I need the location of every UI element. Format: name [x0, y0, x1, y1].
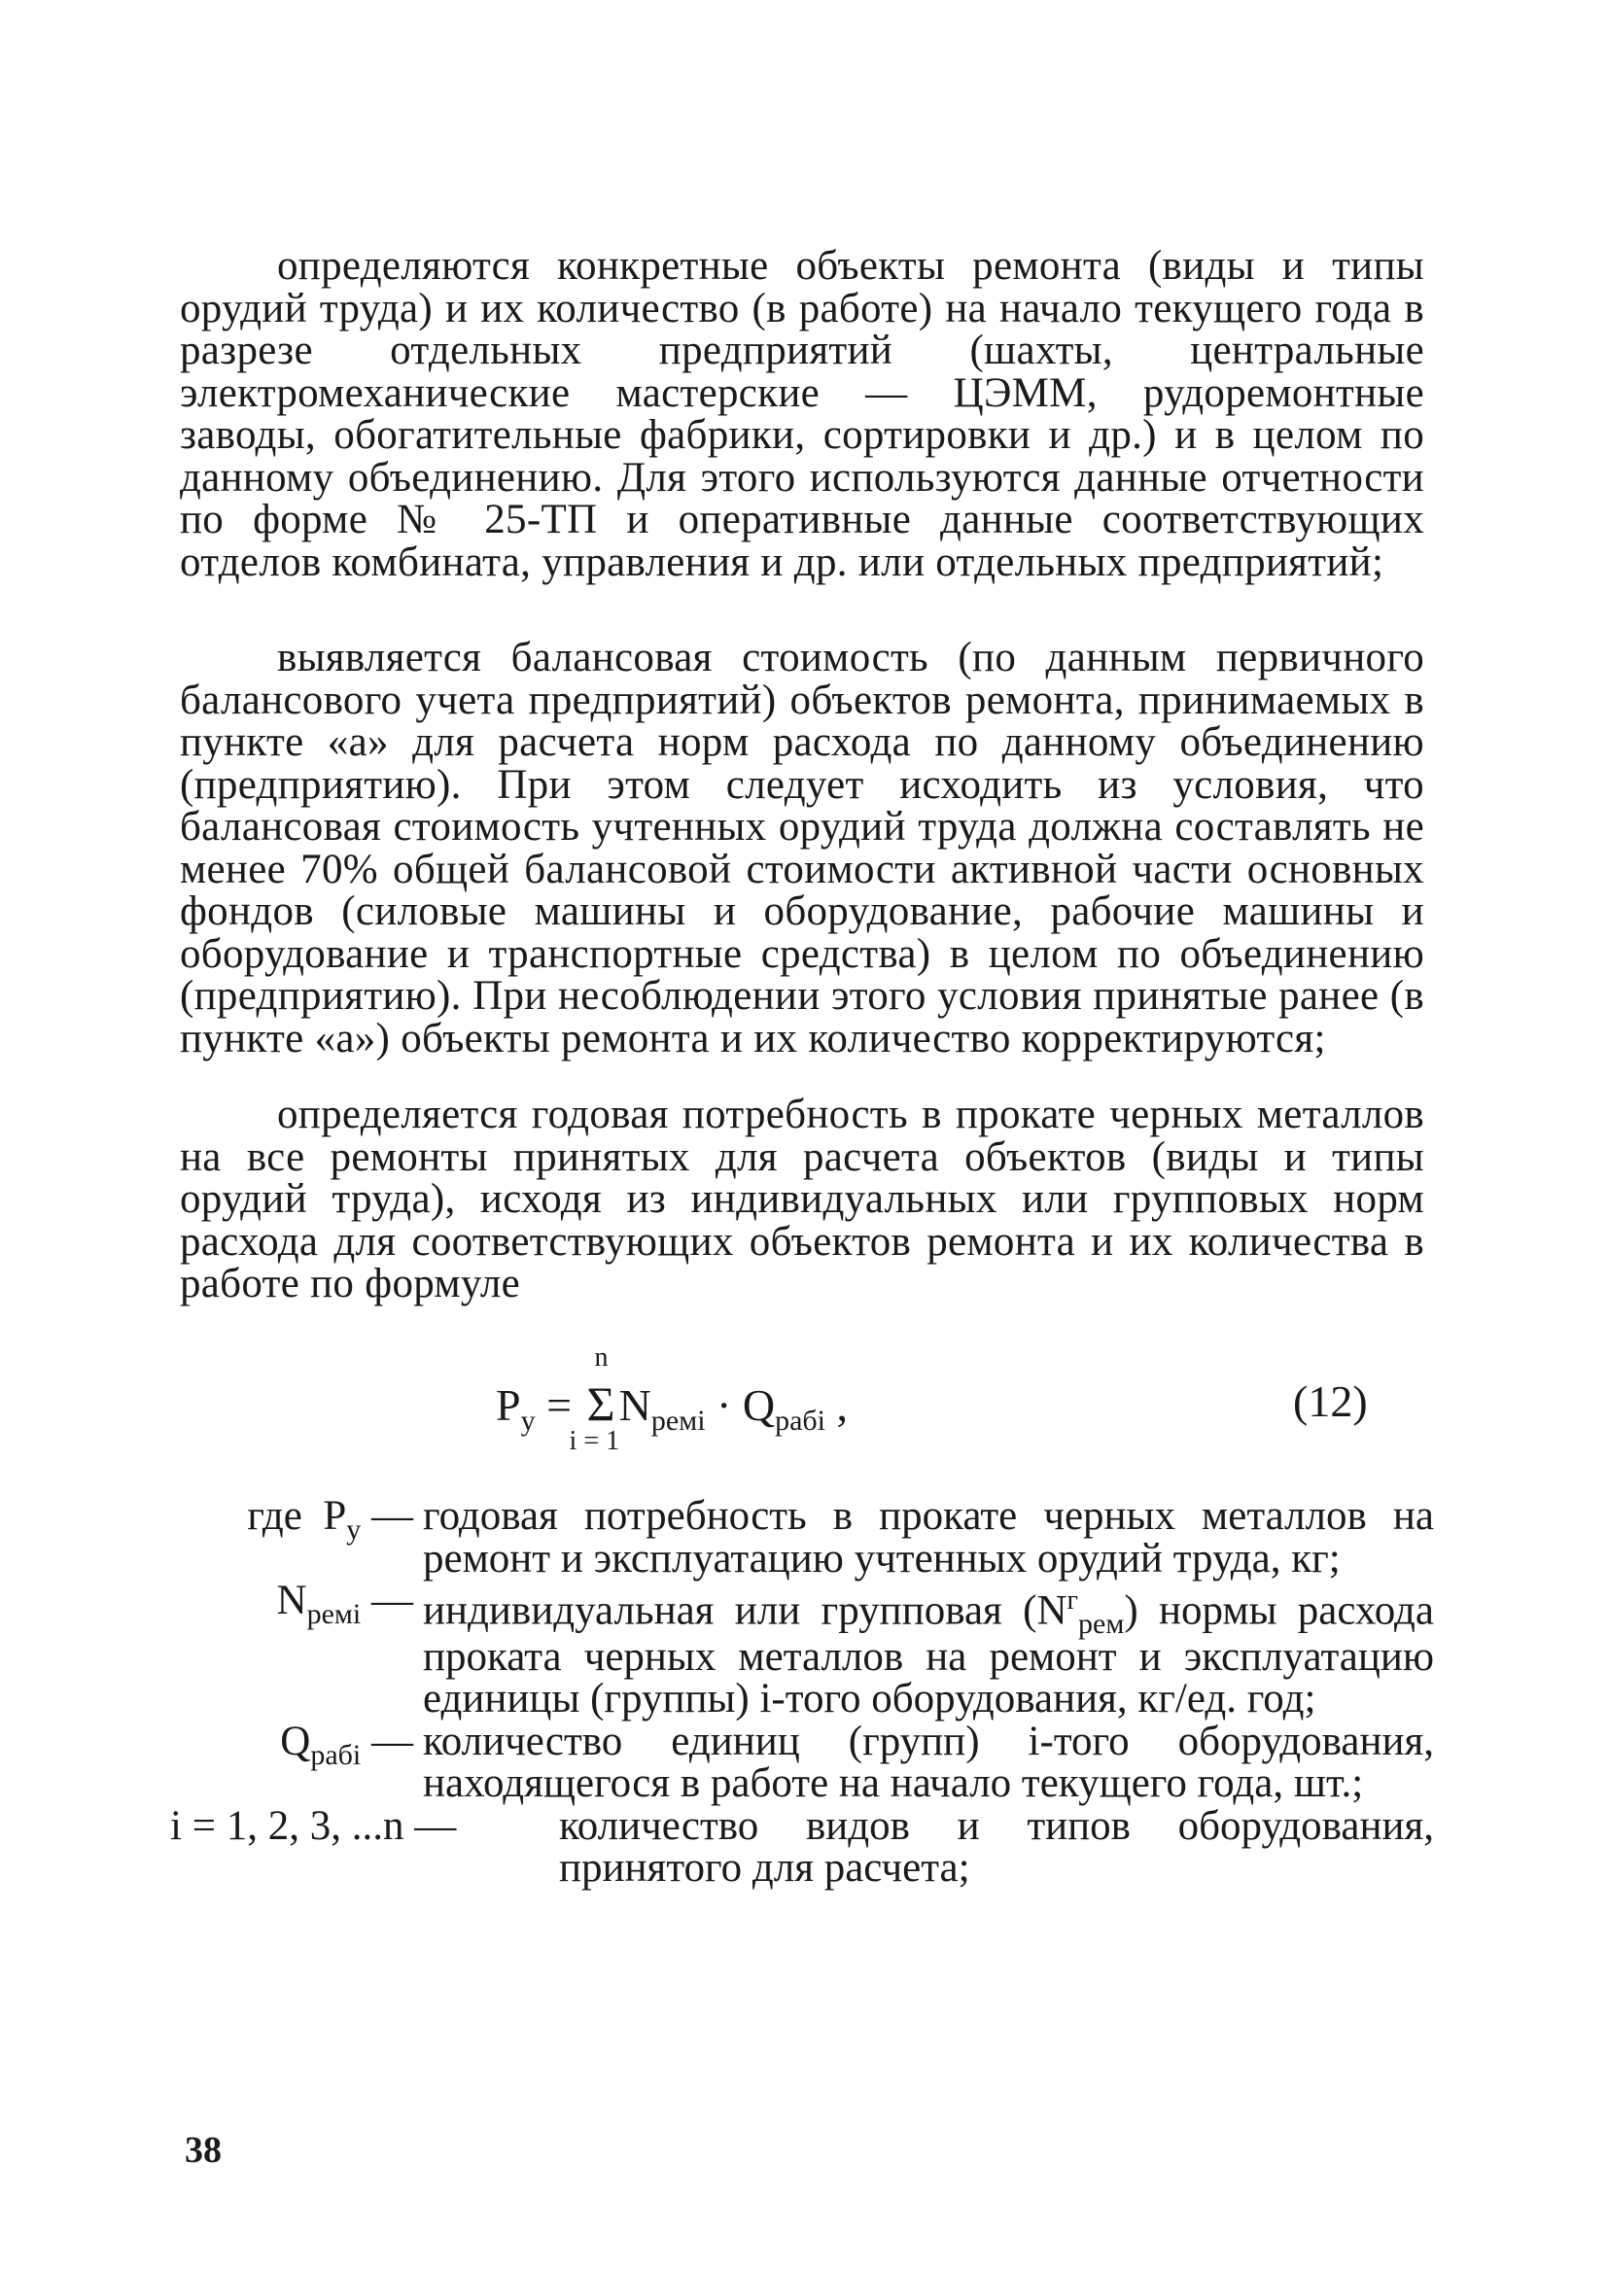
- definition-text-superscript: г: [1066, 1585, 1079, 1616]
- definition-dash: —: [371, 1493, 413, 1539]
- equation-number: (12): [1293, 1376, 1368, 1426]
- sum-symbol: Σ: [586, 1376, 615, 1431]
- formula-12: [0, 1342, 1608, 1482]
- formula-equals: =: [546, 1380, 573, 1430]
- formula-dot: ·: [717, 1380, 732, 1430]
- formula-q-subscript: рабi: [775, 1405, 826, 1437]
- formula-expression: [496, 1342, 849, 1456]
- paragraph-text: определяются конкретные объекты ремонта (виды и типы орудий труда) и их количество (в работе) на начало текущего года в разрезе отдельных предприятий (шахты, центральные электромеханические мастерские — ЦЭММ, рудоремонтные заводы, обогатительные фабрики, сортировки и др.) и в целом по данному объединению. Для этого используются данные отчетности по форме № 25-ТП и оперативные данные соответствующих отделов комбината, управления и др. или отдельных предприятий;: [180, 243, 1424, 585]
- term-symbol: Q: [280, 1718, 311, 1764]
- definition-text-part-a: индивидуальная или групповая (N: [423, 1587, 1067, 1634]
- formula-n-term: N: [618, 1380, 651, 1430]
- term-symbol: P: [323, 1493, 347, 1539]
- paragraph-text: выявляется балансовая стоимость (по данным первичного балансового учета предприятий) объектов ремонта, принимаемых в пункте «а» для расчета норм расхода по данному объединению (предприятию). При этом следует исходить из условия, что балансовая стоимость учтенных орудий труда должна составлять не менее 70% общей балансовой стоимости активной части основных фондов (силовые машины и оборудование, рабочие машины и оборудование и транспортные средства) в целом по объединению (предприятию). При несоблюдении этого условия принятые ранее (в пункте «а») объекты ремонта и их количество корректируются;: [180, 635, 1424, 1061]
- definition-n-rem: [170, 1580, 1434, 1721]
- definition-text-subscript: рем: [1078, 1608, 1125, 1641]
- definition-dash: —: [414, 1802, 457, 1849]
- paragraph-text: определяется годовая потребность в прокате черных металлов на все ремонты принятых для расчета объектов (виды и типы орудий труда), исходя из индивидуальных или групповых норм расхода для соответствующих объектов ремонта и их количества в работе по формуле: [180, 1092, 1424, 1306]
- definition-text: годовая потребность в прокате черных металлов на ремонт и эксплуатацию учтенных орудий труда, кг;: [423, 1493, 1434, 1582]
- paragraph-objects: [180, 245, 1424, 583]
- definition-text: количество видов и типов оборудования, принятого для расчета;: [559, 1802, 1434, 1892]
- definition-index-i: [170, 1802, 1434, 1892]
- definition-term: [170, 1802, 549, 1849]
- formula-comma: ,: [836, 1380, 849, 1430]
- formula-lhs: P: [496, 1380, 521, 1430]
- definition-text: [413, 1580, 1434, 1721]
- definition-dash: —: [371, 1578, 413, 1623]
- term-subscript: ремi: [306, 1598, 362, 1630]
- formula-n-subscript: ремi: [650, 1405, 706, 1437]
- definition-text-part-b: ) нормы расхода проката черных металлов на ремонт и эксплуатацию единицы (группы) i-того оборудования, кг/ед. год;: [423, 1587, 1434, 1722]
- paragraph-annual-need: [180, 1094, 1424, 1305]
- page-number: 38: [185, 2130, 222, 2171]
- term-subscript: у: [346, 1513, 362, 1546]
- definition-term: [170, 1578, 413, 1630]
- sum-upper-limit: n: [594, 1342, 609, 1373]
- formula-lhs-subscript: у: [520, 1405, 536, 1437]
- paragraph-balance-value: [180, 637, 1424, 1060]
- definition-text: количество единиц (групп) i-того оборудования, находящегося в работе на начало текущего года, шт.;: [423, 1718, 1434, 1807]
- formula-q-term: Q: [742, 1380, 776, 1430]
- definition-py: [170, 1495, 1434, 1580]
- definition-term: [170, 1718, 413, 1771]
- definition-dash: —: [371, 1718, 413, 1764]
- definition-prefix: где: [247, 1493, 302, 1539]
- term-symbol: i = 1, 2, 3, ...n: [170, 1802, 404, 1849]
- formula-sum: [569, 1342, 620, 1456]
- term-subscript: рабi: [310, 1738, 362, 1771]
- term-symbol: N: [276, 1578, 307, 1623]
- sum-lower-limit: i = 1: [569, 1426, 620, 1456]
- definition-term: [170, 1493, 413, 1546]
- definitions-list: [170, 1495, 1434, 1890]
- definition-q-rab: [170, 1718, 1434, 1807]
